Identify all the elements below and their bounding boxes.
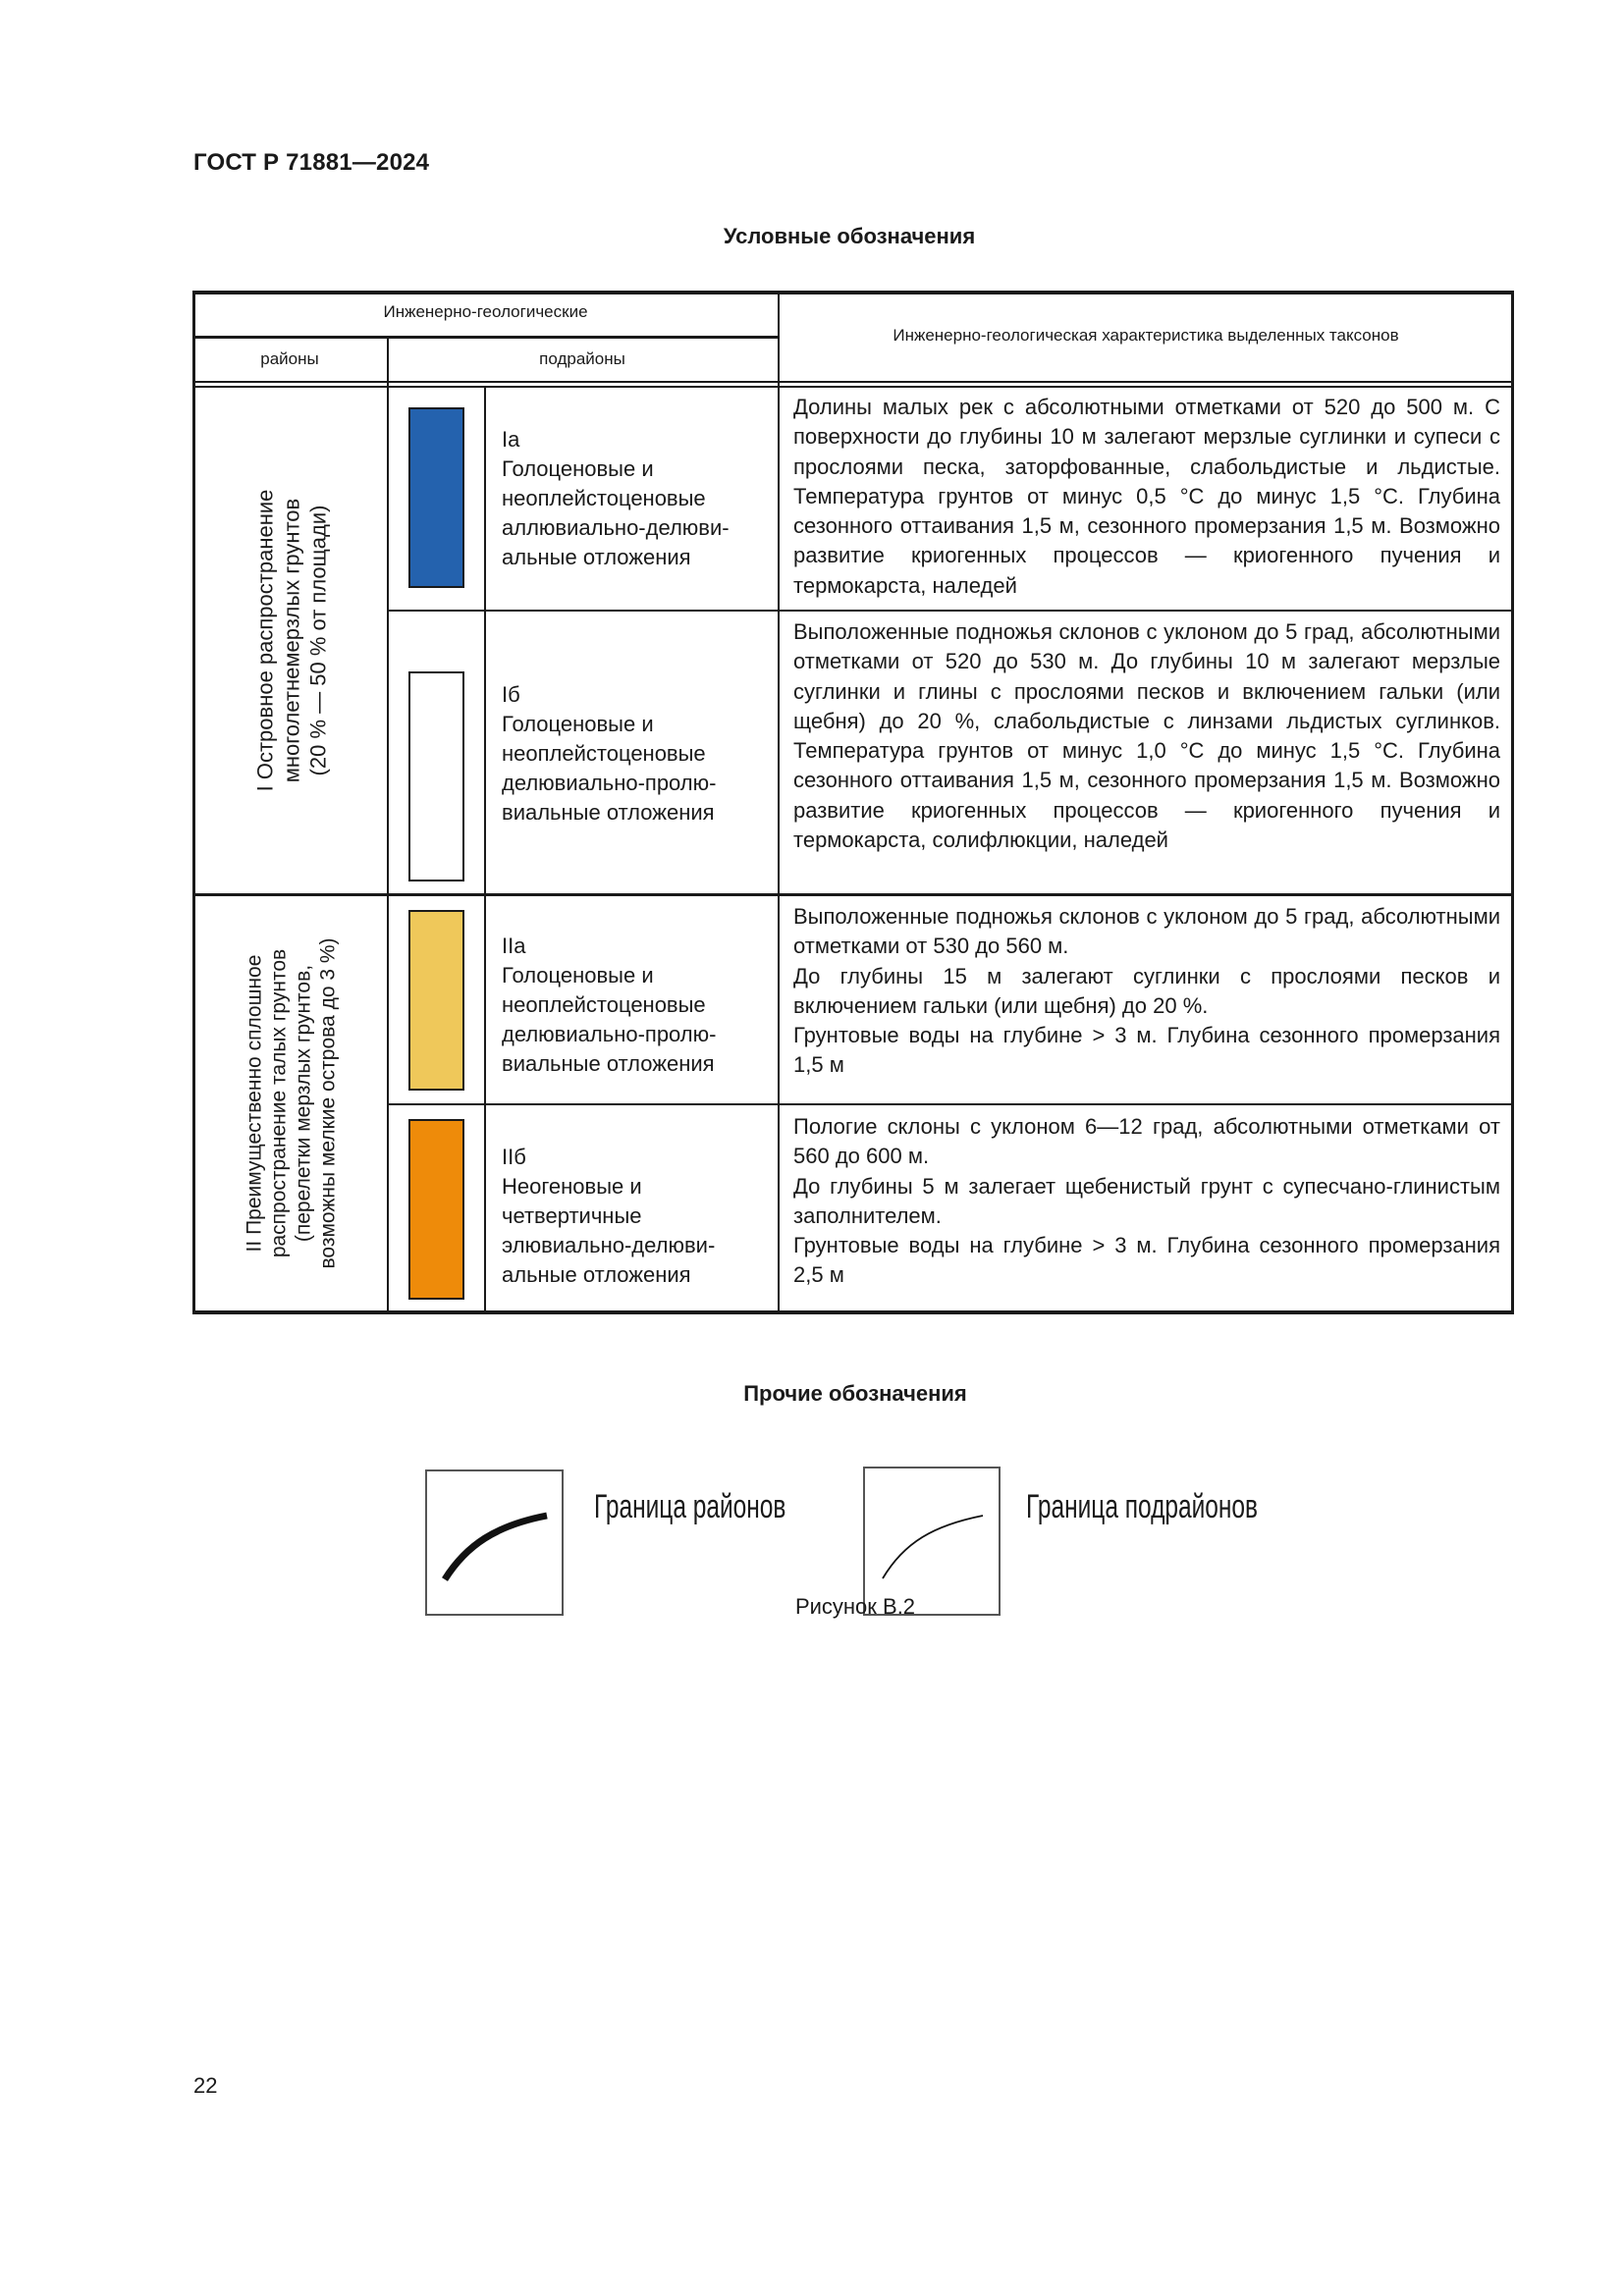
- swatch-IIa-yellow: [408, 910, 464, 1091]
- header-split-line: [192, 336, 779, 339]
- row-divider-I-II: [192, 893, 1514, 896]
- subregion-name-line: делювиально-пролю-: [502, 771, 717, 795]
- region-I-line-2: многолетнемерзлых грунтов: [279, 498, 304, 783]
- subregion-name-line: виальные отложения: [502, 800, 715, 825]
- description-Ia: [793, 393, 1500, 601]
- subregion-name-line: делювиально-пролю-: [502, 1022, 717, 1046]
- table-border-top: [192, 291, 1514, 294]
- subregion-name-line: Неогеновые и: [502, 1174, 642, 1199]
- description-IIa: [793, 902, 1500, 1081]
- header-double-line-2: [192, 386, 1514, 388]
- header-double-line-1: [192, 381, 1514, 383]
- subregion-name-line: четвертичные: [502, 1203, 642, 1228]
- description-paragraph: Выположенные подножья склонов с уклоном до 5 град, абсолютными отметками от 520 до 530 м. До глубины 10 м залегают мерзлые суглинки и глины с прослоями песков и включением гальки (или щебня) до 20 %, слабольдистые с линзами льдистых суглинков. Температура грунтов от минус 1,0 °С до минус 1,5 °С. Глубина сезонного оттаивания 1,5 м, сезонного промерзания 1,5 м. Возможно развитие криогенных процессов — криогенного пучения и термокарста, солифлюкции, наледей: [793, 619, 1500, 853]
- subregion-code: IIа: [502, 934, 526, 958]
- page-number: 22: [193, 2073, 218, 2098]
- subregion-name-line: Голоценовые и: [502, 456, 654, 481]
- subregion-IIb-name: [502, 1143, 715, 1290]
- description-paragraph: Выположенные подножья склонов с уклоном до 5 град, абсолютными отметками от 530 до 560 м.: [793, 904, 1500, 959]
- header-group-label: Инженерно-геологические: [383, 302, 588, 321]
- subregion-name-line: альные отложения: [502, 1262, 691, 1287]
- legend-label-region-boundary: Граница районов: [594, 1488, 786, 1525]
- table-border-bottom: [192, 1310, 1514, 1314]
- subregion-name-line: виальные отложения: [502, 1051, 715, 1076]
- figure-caption: Рисунок В.2: [794, 1594, 916, 1619]
- swatch-Ia-blue: [408, 407, 464, 588]
- description-paragraph: До глубины 15 м залегают суглинки с прослоями песков и включением гальки (или щебня) до 20 %.: [793, 963, 1500, 1018]
- subregion-name-line: аллювиально-делюви-: [502, 515, 730, 540]
- other-legend-title: Прочие обозначения: [743, 1381, 967, 1406]
- region-II-line-1: II Преимущественно сплошное: [243, 954, 266, 1253]
- description-IIb: [793, 1112, 1500, 1291]
- description-paragraph: До глубины 5 м залегает щебенистый грунт с супесчано-глинистым заполнителем.: [793, 1173, 1500, 1228]
- region-II-line-3: (перелетки мерзлых грунтов,: [292, 964, 315, 1243]
- col-divider-regions: [387, 336, 389, 1314]
- col-divider-swatch: [484, 386, 486, 1314]
- header-col-characteristics: Инженерно-геологическая характеристика выделенных таксонов: [893, 326, 1399, 345]
- region-I-line-3: (20 % — 50 % от площади): [305, 505, 331, 776]
- legend-title: Условные обозначения: [723, 224, 976, 248]
- subregion-code: Iб: [502, 682, 520, 707]
- swatch-Ib-white: [408, 671, 464, 881]
- region-II-label: [195, 896, 387, 1310]
- header-col-subregions: подрайоны: [539, 349, 625, 368]
- subregion-name-line: неоплейстоценовые: [502, 992, 706, 1017]
- legend-label-subregion-boundary: Граница подрайонов: [1026, 1488, 1259, 1525]
- subregion-name-line: неоплейстоценовые: [502, 486, 706, 510]
- subregion-Ib-name: [502, 680, 716, 828]
- subregion-name-line: неоплейстоценовые: [502, 741, 706, 766]
- legend-table: [192, 291, 1514, 1314]
- document-id-header: ГОСТ Р 71881—2024: [193, 149, 430, 176]
- subregion-Ia-name: [502, 425, 730, 572]
- table-border-right: [1511, 291, 1514, 1314]
- description-paragraph: Пологие склоны с уклоном 6—12 град, абсолютными отметками от 560 до 600 м.: [793, 1114, 1500, 1169]
- region-II-line-2: распространение талых грунтов: [267, 948, 291, 1258]
- subregion-name-line: Голоценовые и: [502, 712, 654, 736]
- thin-curve-line-icon: [865, 1468, 999, 1614]
- description-paragraph: Грунтовые воды на глубине > 3 м. Глубина сезонного промерзания 1,5 м: [793, 1023, 1500, 1078]
- row-divider-Ia-Ib: [387, 610, 1514, 612]
- region-II-line-4: возможны мелкие острова до 3 %): [316, 937, 340, 1269]
- region-I-line-1: I Островное распространение: [252, 489, 278, 792]
- subregion-name-line: элювиально-делюви-: [502, 1233, 716, 1257]
- subregion-name-line: альные отложения: [502, 545, 691, 569]
- thick-curve-line-icon: [427, 1471, 562, 1614]
- subregion-code: Iа: [502, 427, 520, 452]
- row-divider-IIa-IIb: [387, 1103, 1514, 1105]
- description-paragraph: Грунтовые воды на глубине > 3 м. Глубина сезонного промерзания 2,5 м: [793, 1233, 1500, 1288]
- col-divider-characteristics: [778, 291, 780, 1314]
- subregion-IIa-name: [502, 932, 716, 1079]
- swatch-IIb-orange: [408, 1119, 464, 1300]
- region-I-label: [195, 388, 387, 893]
- description-Ib: [793, 617, 1500, 855]
- subregion-code: IIб: [502, 1145, 526, 1169]
- header-col-regions: районы: [260, 349, 319, 368]
- description-paragraph: Долины малых рек с абсолютными отметками от 520 до 500 м. С поверхности до глубины 10 м залегают мерзлые суглинки и супеси с прослоями песка, заторфованные, слабольдистые и льдистые. Температура грунтов от минус 0,5 °С до минус 1,5 °С. Глубина сезонного оттаивания 1,5 м, сезонного промерзания 1,5 м. Возможно развитие криогенных процессов — криогенного пучения и термокарста, наледей: [793, 395, 1500, 598]
- subregion-name-line: Голоценовые и: [502, 963, 654, 988]
